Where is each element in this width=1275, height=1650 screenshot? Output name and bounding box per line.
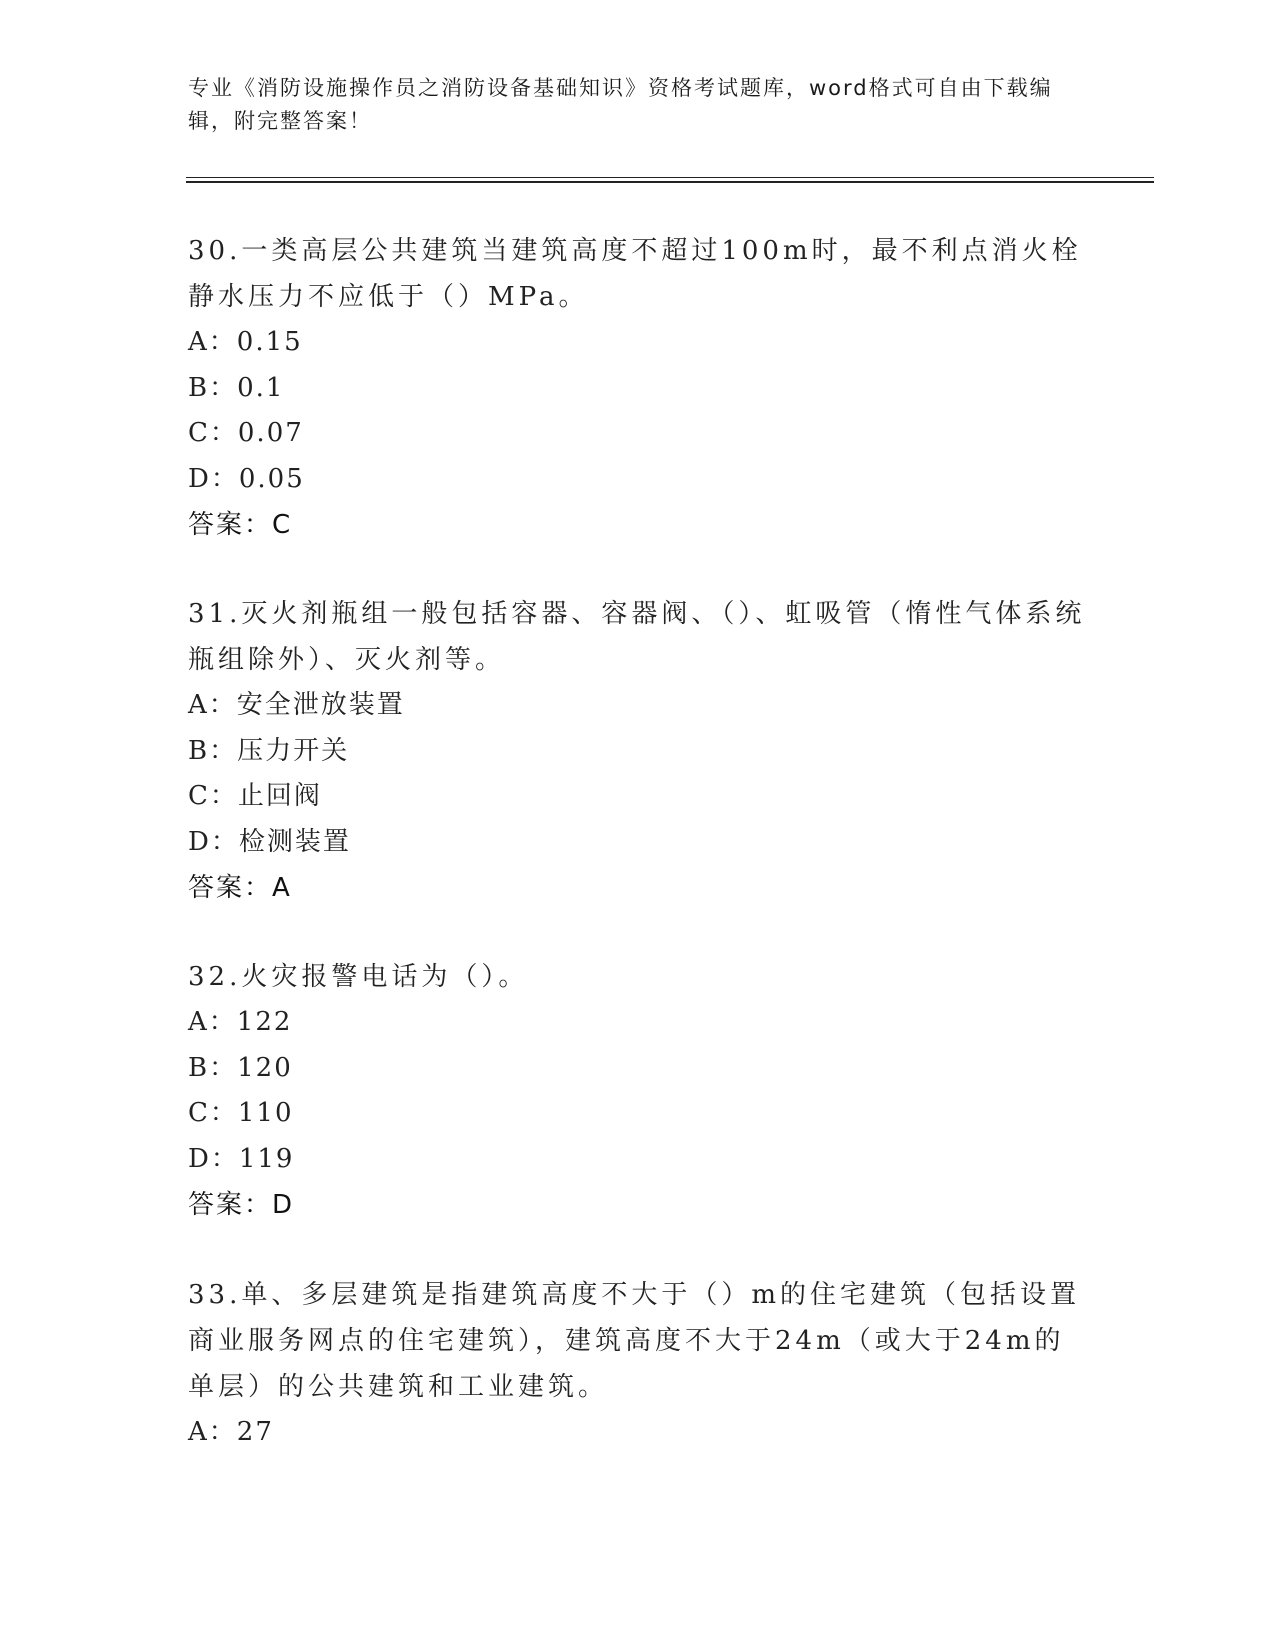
- option-c: C：0.07: [188, 418, 304, 448]
- option-c: C：110: [188, 1098, 294, 1128]
- question-32: [188, 954, 1088, 1228]
- option-d: D：0.05: [188, 463, 305, 494]
- question-31: [188, 591, 1088, 911]
- option-a: A：122: [188, 1007, 293, 1037]
- option-b: B：压力开关: [188, 735, 350, 766]
- header-rule-thick: [186, 181, 1154, 183]
- document-header: 专业《消防设施操作员之消防设备基础知识》资格考试题库，word格式可自由下载编辑，附完整答案！: [188, 76, 1053, 133]
- question-33: [188, 1272, 1088, 1456]
- question-30: [188, 228, 1088, 548]
- option-c: C：止回阀: [188, 781, 322, 811]
- answer: 答案：C: [188, 510, 293, 540]
- answer: 答案：A: [188, 873, 292, 903]
- question-stem: 31.灭火剂瓶组一般包括容器、容器阀、（）、虹吸管（惰性气体系统瓶组除外）、灭火剂等。: [188, 599, 1086, 675]
- answer: 答案：D: [188, 1190, 295, 1220]
- option-d: D：检测装置: [188, 826, 351, 857]
- option-b: B：0.1: [188, 372, 285, 403]
- option-a: A：安全泄放装置: [188, 690, 405, 720]
- question-stem: 30.一类高层公共建筑当建筑高度不超过100m时，最不利点消火栓静水压力不应低于（）MPa。: [188, 236, 1082, 312]
- option-a: A：0.15: [188, 327, 303, 357]
- question-stem: 33.单、多层建筑是指建筑高度不大于（）m的住宅建筑（包括设置商业服务网点的住宅建筑），建筑高度不大于24m（或大于24m的单层）的公共建筑和工业建筑。: [188, 1280, 1081, 1402]
- header-rule-thin: [186, 177, 1154, 178]
- option-b: B：120: [188, 1052, 293, 1083]
- option-d: D：119: [188, 1143, 295, 1174]
- question-stem: 32.火灾报警电话为（）。: [188, 962, 529, 992]
- option-a: A：27: [188, 1417, 274, 1447]
